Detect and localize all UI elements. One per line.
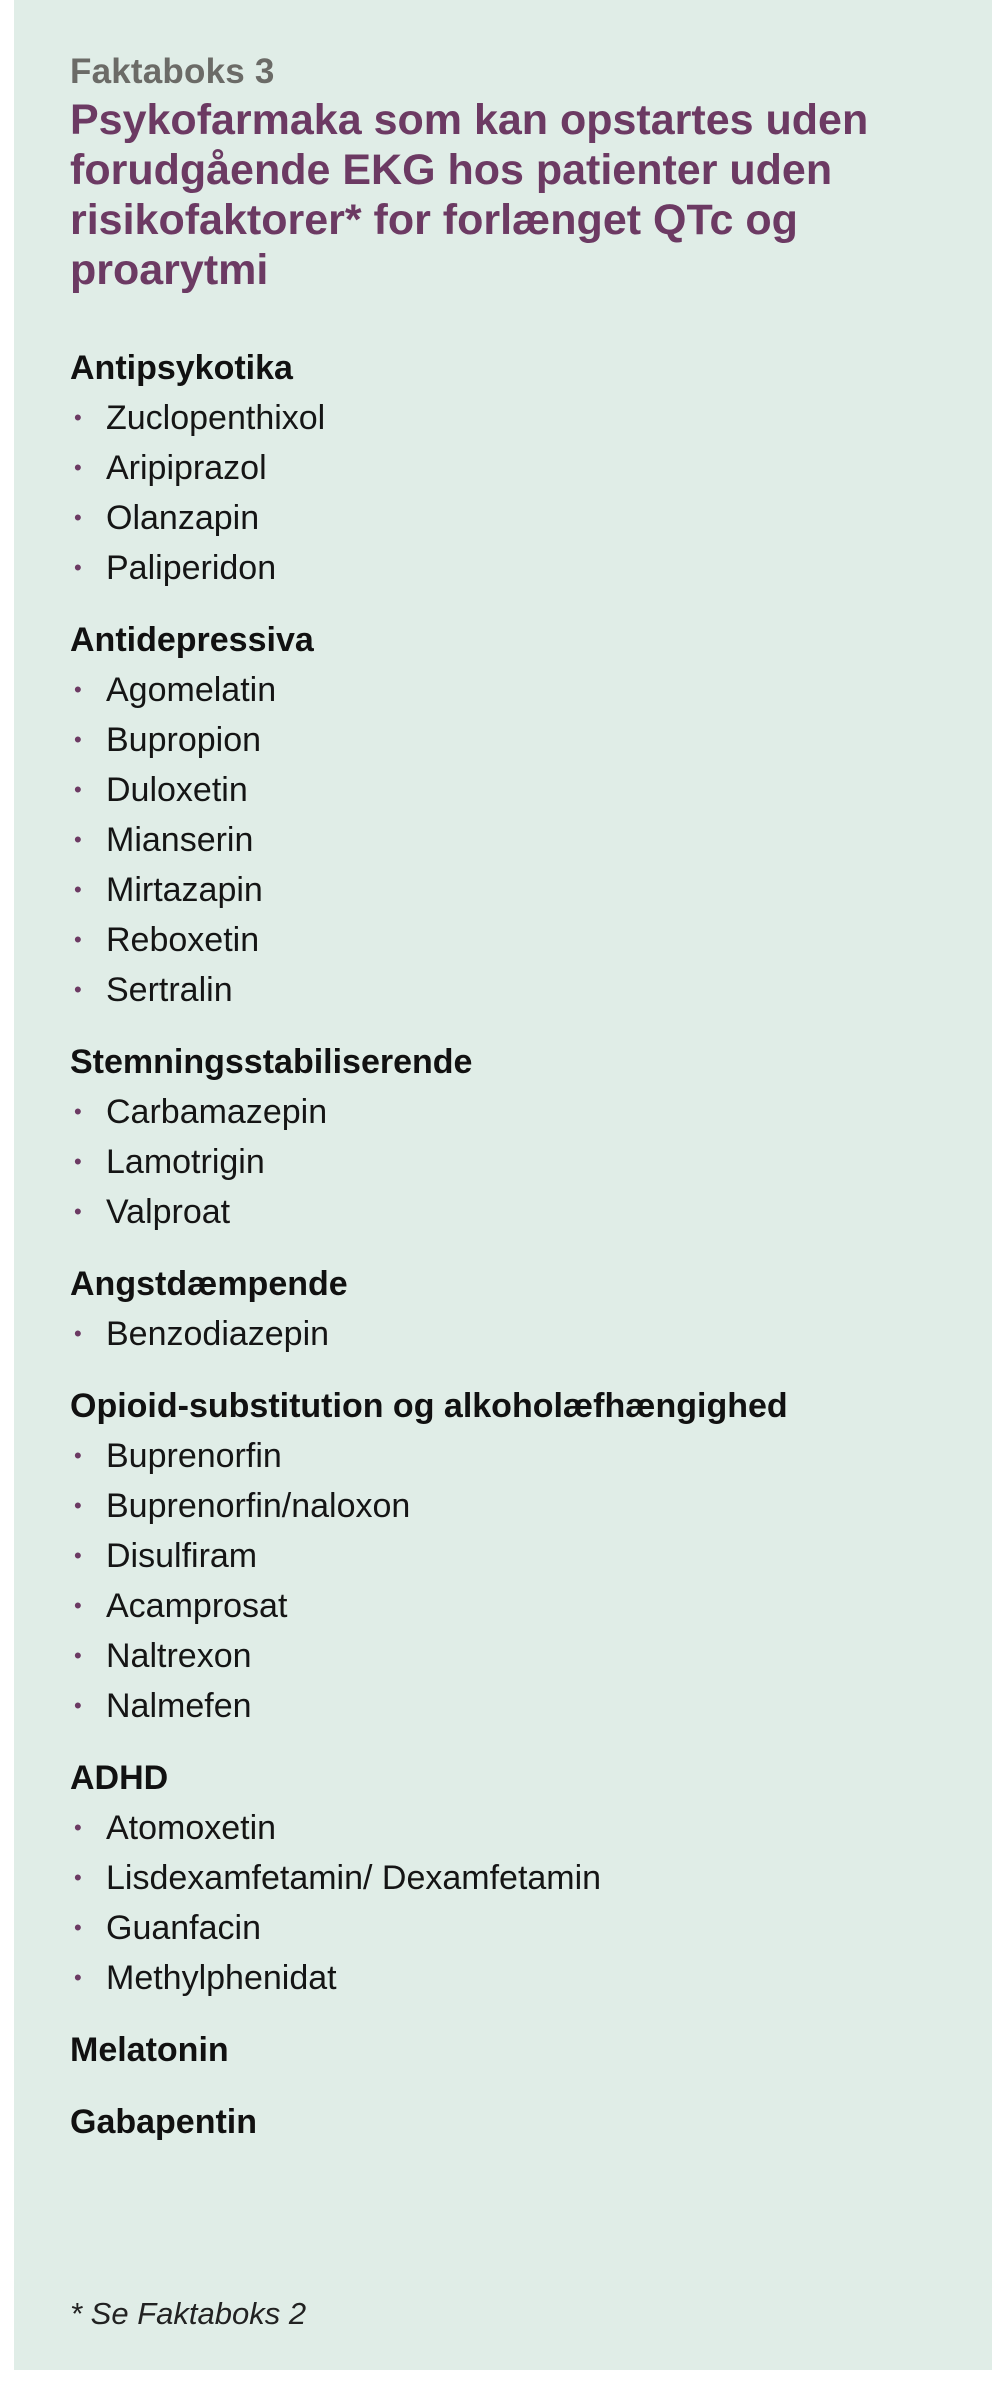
section-heading: Stemningsstabiliserende — [70, 1043, 473, 1081]
footnote: * Se Faktaboks 2 — [70, 2296, 307, 2331]
drug-section — [70, 1753, 950, 2003]
drug-sections — [70, 343, 950, 2169]
list-item — [70, 665, 950, 715]
bullet-icon: • — [74, 977, 82, 1002]
drug-name: Methylphenidat — [106, 1959, 337, 1997]
bullet-icon: • — [74, 727, 82, 752]
bullet-icon: • — [74, 1099, 82, 1124]
bullet-icon: • — [74, 1643, 82, 1668]
section-heading: Opioid-substitution og alkoholæfhængighed — [70, 1387, 788, 1425]
drug-name: Aripiprazol — [106, 449, 267, 487]
bullet-icon: • — [74, 505, 82, 530]
list-item — [70, 493, 950, 543]
drug-name: Buprenorfin — [106, 1437, 282, 1475]
drug-list — [70, 665, 950, 1015]
bullet-icon: • — [74, 1915, 82, 1940]
list-item — [70, 393, 950, 443]
drug-section — [70, 1037, 950, 1237]
list-item — [70, 1853, 950, 1903]
list-item — [70, 1187, 950, 1237]
drug-name: Duloxetin — [106, 771, 248, 809]
drug-section — [70, 1259, 950, 1359]
bullet-icon: • — [74, 777, 82, 802]
list-item — [70, 1137, 950, 1187]
drug-section — [70, 1381, 950, 1731]
list-item — [70, 1681, 950, 1731]
bullet-icon: • — [74, 927, 82, 952]
drug-list — [70, 1087, 950, 1237]
drug-list — [70, 1803, 950, 2003]
list-item — [70, 1953, 950, 2003]
list-item — [70, 1531, 950, 1581]
drug-name: Lamotrigin — [106, 1143, 265, 1181]
list-item — [70, 765, 950, 815]
drug-name: Guanfacin — [106, 1909, 261, 1947]
section-heading: Antipsykotika — [70, 349, 293, 387]
drug-section — [70, 2025, 950, 2075]
drug-name: Nalmefen — [106, 1687, 252, 1725]
bullet-icon: • — [74, 1321, 82, 1346]
list-item — [70, 1431, 950, 1481]
drug-name: Olanzapin — [106, 499, 260, 537]
factbox — [14, 0, 992, 2370]
drug-name: Benzodiazepin — [106, 1315, 330, 1353]
list-item — [70, 443, 950, 493]
factbox-kicker: Faktaboks 3 — [70, 52, 275, 91]
drug-list — [70, 393, 950, 593]
bullet-icon: • — [74, 1815, 82, 1840]
list-item — [70, 1581, 950, 1631]
section-heading: Angstdæmpende — [70, 1265, 348, 1303]
drug-list — [70, 1431, 950, 1731]
bullet-icon: • — [74, 1693, 82, 1718]
drug-name: Atomoxetin — [106, 1809, 277, 1847]
list-item — [70, 1481, 950, 1531]
drug-name: Sertralin — [106, 971, 233, 1009]
drug-name: Acamprosat — [106, 1587, 288, 1625]
drug-name: Zuclopenthixol — [106, 399, 326, 437]
bullet-icon: • — [74, 1443, 82, 1468]
bullet-icon: • — [74, 1493, 82, 1518]
drug-section — [70, 343, 950, 593]
section-heading: Antidepressiva — [70, 621, 314, 659]
list-item — [70, 865, 950, 915]
drug-name: Reboxetin — [106, 921, 260, 959]
drug-name: Buprenorfin/naloxon — [106, 1487, 411, 1525]
drug-name: Carbamazepin — [106, 1093, 328, 1131]
drug-name: Mirtazapin — [106, 871, 263, 909]
bullet-icon: • — [74, 877, 82, 902]
drug-name: Agomelatin — [106, 671, 277, 709]
bullet-icon: • — [74, 1149, 82, 1174]
list-item — [70, 543, 950, 593]
bullet-icon: • — [74, 677, 82, 702]
section-heading: Gabapentin — [70, 2103, 258, 2141]
bullet-icon: • — [74, 1865, 82, 1890]
bullet-icon: • — [74, 827, 82, 852]
drug-name: Bupropion — [106, 721, 262, 759]
list-item — [70, 1903, 950, 1953]
drug-name: Lisdexamfetamin/ Dexamfetamin — [106, 1859, 602, 1897]
drug-list — [70, 1309, 950, 1359]
bullet-icon: • — [74, 555, 82, 580]
bullet-icon: • — [74, 1593, 82, 1618]
drug-name: Paliperidon — [106, 549, 277, 587]
drug-name: Mianserin — [106, 821, 254, 859]
list-item — [70, 1803, 950, 1853]
bullet-icon: • — [74, 1543, 82, 1568]
section-heading: ADHD — [70, 1759, 169, 1797]
bullet-icon: • — [74, 405, 82, 430]
section-heading: Melatonin — [70, 2031, 229, 2069]
drug-name: Valproat — [106, 1193, 231, 1231]
bullet-icon: • — [74, 1965, 82, 1990]
list-item — [70, 715, 950, 765]
bullet-icon: • — [74, 455, 82, 480]
list-item — [70, 915, 950, 965]
bullet-icon: • — [74, 1199, 82, 1224]
drug-section — [70, 615, 950, 1015]
list-item — [70, 1309, 950, 1359]
list-item — [70, 1087, 950, 1137]
list-item — [70, 965, 950, 1015]
drug-section — [70, 2097, 950, 2147]
factbox-title: Psykofarmaka som kan opstartes uden forudgående EKG hos patienter uden risikofaktorer* for forlænget QTc og proarytmi — [70, 96, 869, 294]
drug-name: Disulfiram — [106, 1537, 258, 1575]
list-item — [70, 1631, 950, 1681]
list-item — [70, 815, 950, 865]
drug-name: Naltrexon — [106, 1637, 252, 1675]
